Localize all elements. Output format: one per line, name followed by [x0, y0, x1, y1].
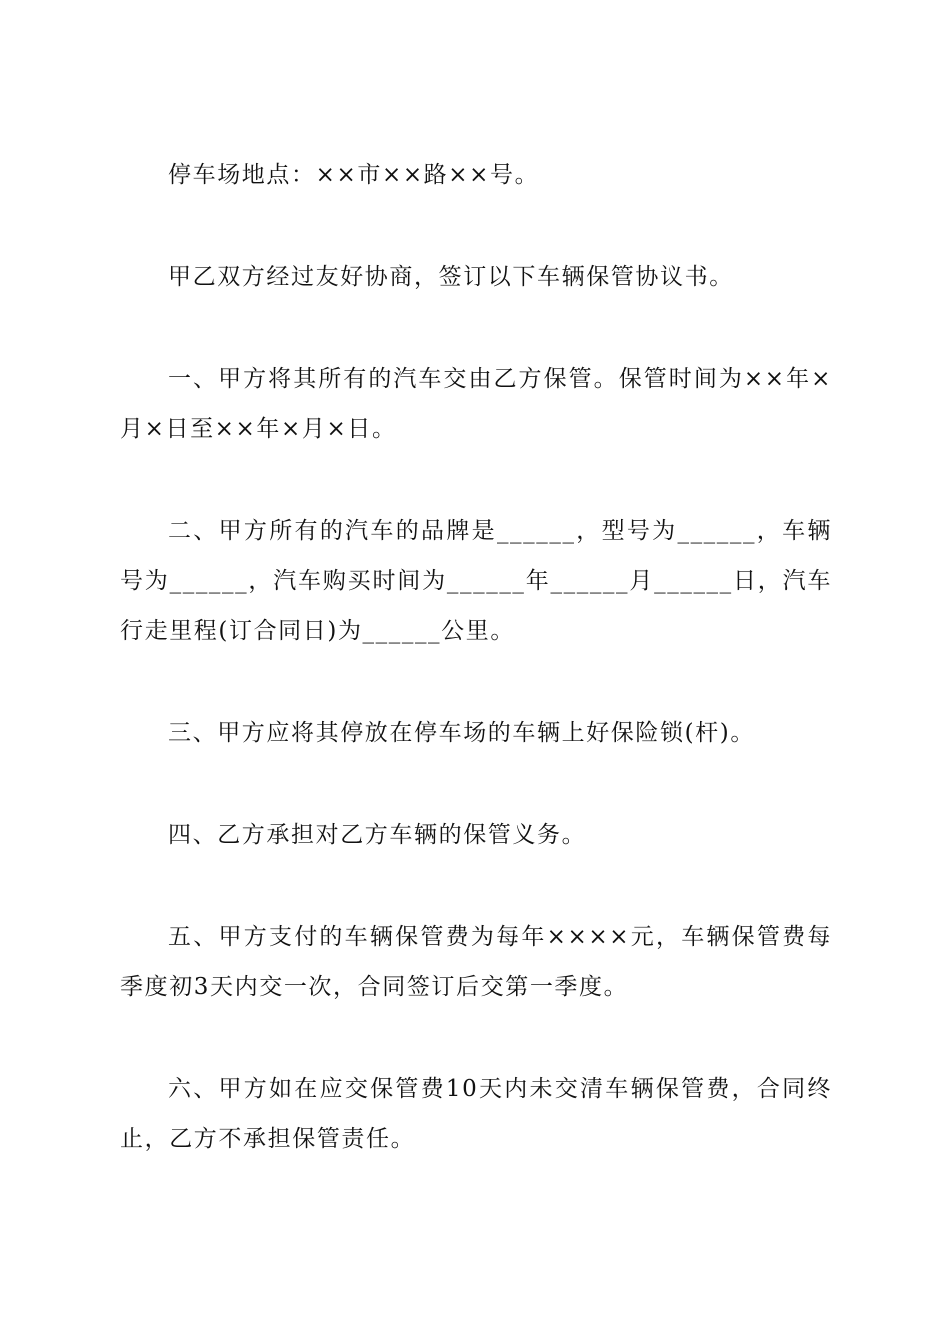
- paragraph-clause-3: 三、甲方应将其停放在停车场的车辆上好保险锁(杆)。: [168, 720, 755, 746]
- paragraph-clause-2: 二、甲方所有的汽车的品牌是______，型号为______，车辆号为______，汽车购买时间为______年______月______日，汽车行走里程(订合同日)为______公里。: [120, 518, 832, 644]
- document-body: [120, 150, 832, 1216]
- paragraph-clause-1: 一、甲方将其所有的汽车交由乙方保管。保管时间为××年×月×日至××年×月×日。: [120, 366, 832, 442]
- paragraph-agreement-intro: 甲乙双方经过友好协商，签订以下车辆保管协议书。: [168, 264, 734, 290]
- paragraph-clause-6: 六、甲方如在应交保管费10天内未交清车辆保管费，合同终止，乙方不承担保管责任。: [120, 1076, 832, 1152]
- paragraph-parking-location: 停车场地点：××市××路××号。: [168, 162, 540, 188]
- paragraph-clause-5: 五、甲方支付的车辆保管费为每年××××元，车辆保管费每季度初3天内交一次，合同签订后交第一季度。: [120, 924, 832, 1000]
- paragraph-clause-4: 四、乙方承担对乙方车辆的保管义务。: [168, 822, 587, 848]
